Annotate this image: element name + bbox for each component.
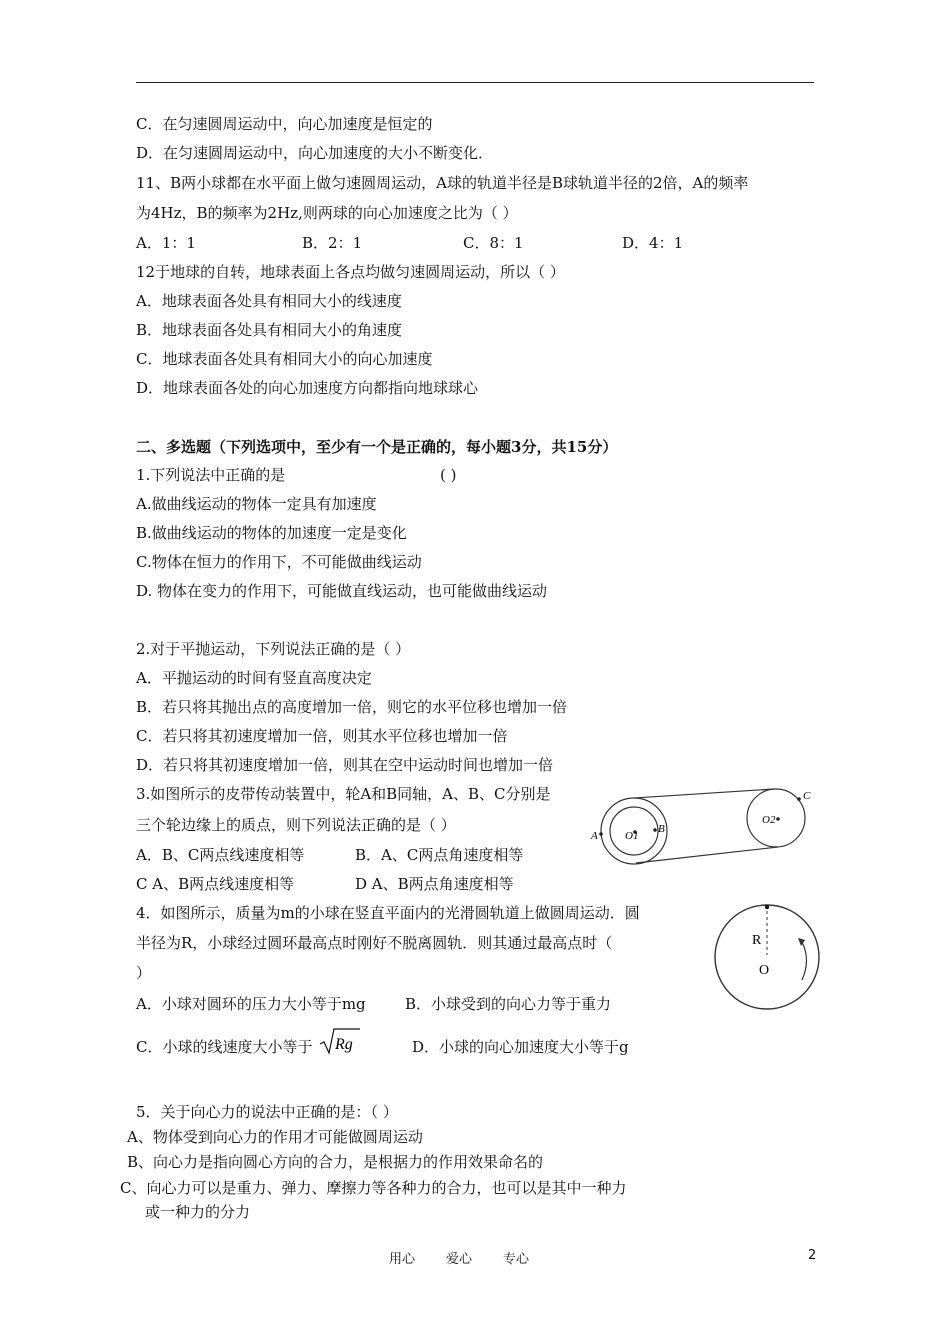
m5-option-a: A、物体受到向心力的作用才可能做圆周运动 <box>127 1128 423 1146</box>
m2-stem: 2.对于平抛运动，下列说法正确的是（ ） <box>136 640 411 658</box>
m4-stem-cont: 半径为R，小球经过圆环最高点时刚好不脱离圆轨．则其通过最高点时（ <box>136 934 613 952</box>
m2-option-c: C．若只将其初速度增加一倍，则其水平位移也增加一倍 <box>136 727 508 745</box>
header-rule <box>136 82 814 83</box>
m2-option-b: B．若只将其抛出点的高度增加一倍，则它的水平位移也增加一倍 <box>136 698 568 716</box>
m4-option-b: B．小球受到的向心力等于重力 <box>405 995 612 1013</box>
page-number: 2 <box>808 1248 817 1263</box>
vertical-circle-figure <box>710 902 825 1012</box>
m1-option-a: A.做曲线运动的物体一定具有加速度 <box>136 495 377 513</box>
q12-option-c: C．地球表面各处具有相同大小的向心加速度 <box>136 350 433 368</box>
q10-option-d: D．在匀速圆周运动中，向心加速度的大小不断变化． <box>136 144 494 162</box>
sqrt-symbol-icon <box>319 1027 361 1057</box>
m1-option-c: C.物体在恒力的作用下，不可能做曲线运动 <box>136 553 422 571</box>
circle-label-r: R <box>752 933 762 948</box>
q11-option-d: D．4：1 <box>622 234 684 252</box>
m5-option-b: B、向心力是指向圆心方向的合力，是根据力的作用效果命名的 <box>127 1153 544 1171</box>
footer-motto-2: 爱心 <box>446 1252 473 1267</box>
belt-label-c: C <box>803 790 811 802</box>
m4-option-d: D．小球的向心加速度大小等于g <box>412 1038 629 1056</box>
m1-option-d: D. 物体在变力的作用下，可能做直线运动，也可能做曲线运动 <box>136 582 548 600</box>
belt-pulley-figure <box>588 784 818 869</box>
q11-option-c: C．8：1 <box>463 234 524 252</box>
m3-option-a: A．B、C两点线速度相等 <box>136 846 305 864</box>
q12-option-d: D．地球表面各处的向心加速度方向都指向地球球心 <box>136 379 479 397</box>
m5-option-c-cont: 或一种力的分力 <box>145 1203 251 1221</box>
q11-option-b: B．2：1 <box>302 234 363 252</box>
belt-label-o1: O1 <box>625 830 639 842</box>
m5-stem: 5．关于向心力的说法中正确的是：（ ） <box>136 1103 398 1121</box>
q11-stem: 11、B两小球都在水平面上做匀速圆周运动，A球的轨道半径是B球轨道半径的2倍，A的频率 <box>136 174 749 192</box>
m1-option-b: B.做曲线运动的物体的加速度一定是变化 <box>136 524 407 542</box>
m1-stem: 1.下列说法中正确的是 <box>136 466 286 484</box>
m4-option-c <box>136 1037 361 1057</box>
q11-stem-cont: 为4Hz，B的频率为2Hz,则两球的向心加速度之比为（ ） <box>136 204 518 222</box>
m4-option-c-text: C．小球的线速度大小等于 <box>136 1038 313 1056</box>
q12-option-a: A．地球表面各处具有相同大小的线速度 <box>136 292 402 310</box>
m2-option-a: A．平抛运动的时间有竖直高度决定 <box>136 669 372 687</box>
q12-option-b: B．地球表面各处具有相同大小的角速度 <box>136 321 403 339</box>
section-2-heading: 二、多选题（下列选项中，至少有一个是正确的，每小题3分，共15分） <box>136 438 618 456</box>
q10-option-c: C．在匀速圆周运动中，向心加速度是恒定的 <box>136 115 433 133</box>
m3-option-b: B．A、C两点角速度相等 <box>355 846 524 864</box>
m4-stem-end: ） <box>136 964 152 982</box>
q11-option-a: A．1：1 <box>136 234 196 252</box>
belt-label-a: A <box>591 830 598 842</box>
m2-option-d: D．若只将其初速度增加一倍，则其在空中运动时间也增加一倍 <box>136 756 554 774</box>
footer-motto-1: 用心 <box>389 1252 416 1267</box>
m3-option-d: D A、B两点角速度相等 <box>355 875 514 893</box>
m4-sqrt-content: Rg <box>335 1036 354 1053</box>
footer-motto-3: 专心 <box>503 1252 530 1267</box>
q12-stem: 12于地球的自转，地球表面上各点均做匀速圆周运动，所以（ ） <box>136 263 565 281</box>
m5-option-c: C、向心力可以是重力、弹力、摩擦力等各种力的合力，也可以是其中一种力 <box>120 1179 627 1197</box>
belt-label-b: B <box>658 823 665 835</box>
circle-label-o: O <box>759 963 770 978</box>
m4-option-a: A．小球对圆环的压力大小等于mg <box>136 995 366 1013</box>
m3-option-c: C A、B两点线速度相等 <box>136 875 295 893</box>
m1-paren: ( ) <box>440 466 457 484</box>
m3-stem-cont: 三个轮边缘上的质点，则下列说法正确的是（ ） <box>136 816 456 834</box>
m3-stem: 3.如图所示的皮带传动装置中，轮A和B同轴，A、B、C分别是 <box>136 785 551 803</box>
m4-stem: 4．如图所示，质量为m的小球在竖直平面内的光滑圆轨道上做圆周运动．圆 <box>136 904 640 922</box>
belt-label-o2: O2 <box>762 814 776 826</box>
